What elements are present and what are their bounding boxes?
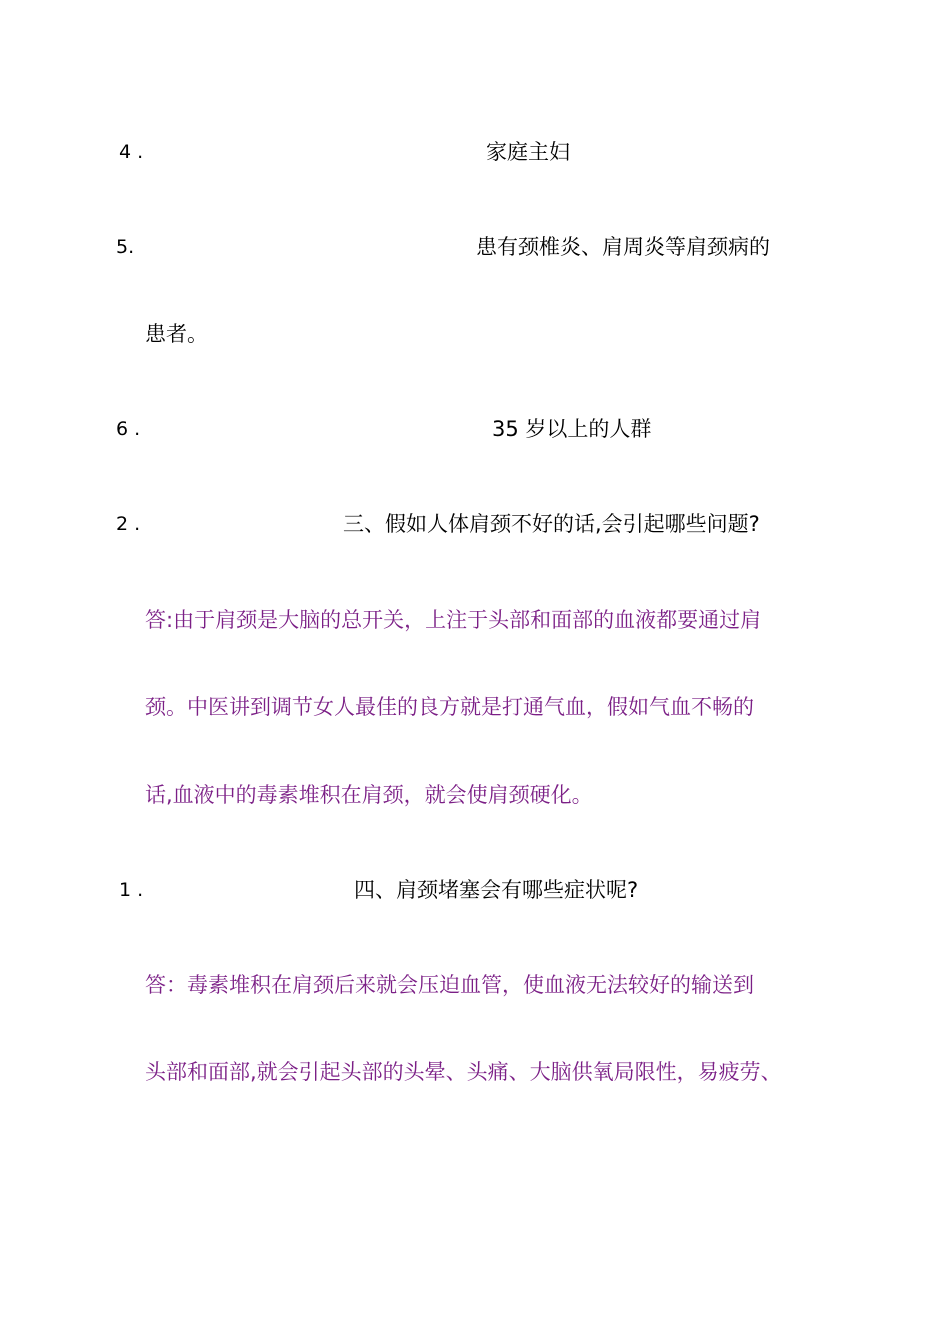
item-text-housewife: 家庭主妇 (486, 140, 570, 164)
answer-4-line-1: 答：毒素堆积在肩颈后来就会压迫血管，使血液无法较好的输送到 (145, 973, 754, 997)
item-text-age-group: 35 岁以上的人群 (492, 417, 652, 441)
item-text-neck-patients: 患有颈椎炎、肩周炎等肩颈病的 (476, 235, 770, 259)
answer-3-line-1: 答:由于肩颈是大脑的总开关，上注于头部和面部的血液都要通过肩 (145, 608, 762, 632)
answer-4-line-2: 头部和面部,就会引起头部的头晕、头痛、大脑供氧局限性，易疲劳、 (145, 1060, 782, 1084)
item-number-6: 6 . (116, 418, 141, 440)
question-4-heading: 四、肩颈堵塞会有哪些症状呢? (354, 878, 639, 902)
answer-3-line-2: 颈。中医讲到调节女人最佳的良方就是打通气血，假如气血不畅的 (145, 695, 754, 719)
question-3-heading: 三、假如人体肩颈不好的话,会引起哪些问题? (343, 512, 760, 536)
item-number-5: 5. (116, 236, 135, 258)
item-text-neck-patients-cont: 患者。 (145, 322, 208, 346)
answer-3-line-3: 话,血液中的毒素堆积在肩颈，就会使肩颈硬化。 (145, 783, 593, 807)
item-number-2: 2 . (116, 513, 141, 535)
item-number-4: 4 . (119, 141, 144, 163)
item-number-1: 1 . (119, 879, 144, 901)
